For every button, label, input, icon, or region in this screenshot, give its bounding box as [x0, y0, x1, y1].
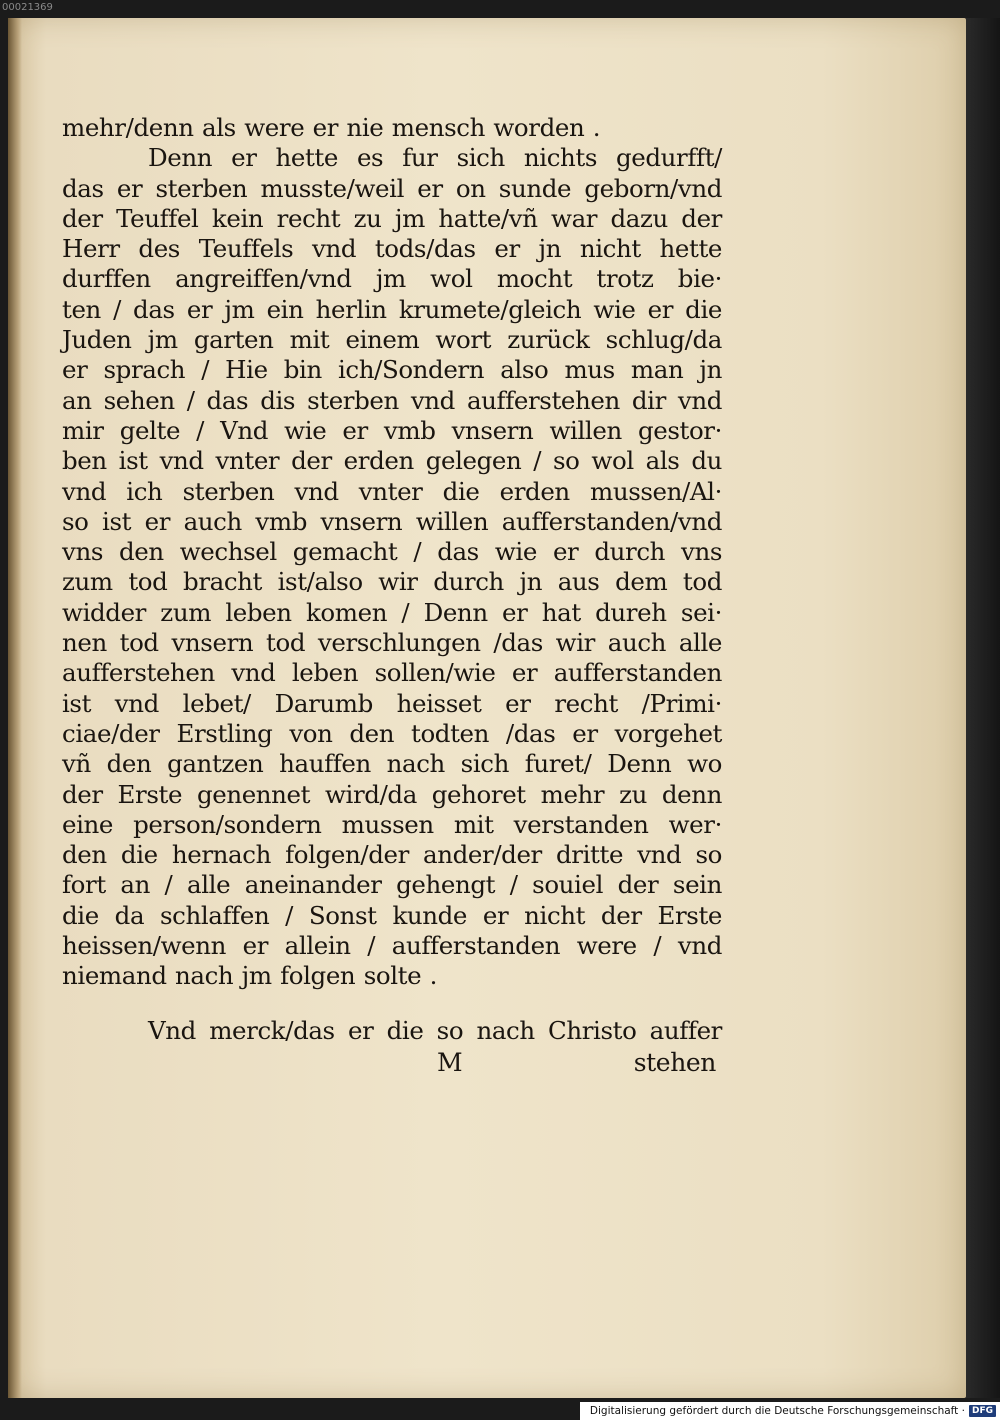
text-line: die da schlaffen / Sonst kunde er nicht der Erste — [62, 900, 722, 930]
new-paragraph-line: Vnd merck/das er die so nach Christo auffer — [148, 1015, 722, 1045]
text-line: vns den wechsel gemacht / das wie er durch vns — [62, 537, 722, 567]
page-gutter — [8, 18, 22, 1398]
text-line: eine person/sondern mussen mit verstanden wer· — [62, 809, 722, 839]
text-line: so ist er auch vmb vnsern willen aufferstanden/vnd — [62, 506, 722, 536]
text-line: durffen angreiffen/vnd jm wol mocht trotz bie· — [62, 264, 722, 294]
page-foot-row — [62, 1046, 722, 1080]
text-line: der Teuffel kein recht zu jm hatte/vñ war dazu der — [62, 203, 722, 233]
text-line: das er sterben musste/weil er on sunde geborn/vnd — [62, 173, 722, 203]
body-text — [62, 113, 722, 1080]
catchword: stehen — [633, 1047, 716, 1077]
text-line: ciae/der Erstling von den todten /das er vorgehet — [62, 718, 722, 748]
text-line: heissen/wenn er allein / aufferstanden were / vnd — [62, 931, 722, 961]
text-line: an sehen / das dis sterben vnd aufferstehen dir vnd — [62, 385, 722, 415]
text-line: niemand nach jm folgen solte . — [62, 961, 437, 991]
text-line: vñ den gantzen hauffen nach sich furet/ Denn wo — [62, 749, 722, 779]
text-line: ten / das er jm ein herlin krumete/gleich wie er die — [62, 294, 722, 324]
scan-background-edge — [966, 18, 1000, 1398]
dfg-logo: DFG — [969, 1405, 996, 1417]
text-line: zum tod bracht ist/also wir durch jn aus dem tod — [62, 567, 722, 597]
text-line: Herr des Teuffels vnd tods/das er jn nicht hette — [62, 234, 722, 264]
text-line: mir gelte / Vnd wie er vmb vnsern willen gestor· — [62, 415, 722, 445]
text-line: nen tod vnsern tod verschlungen /das wir auch alle — [62, 628, 722, 658]
signature-mark: M — [437, 1047, 463, 1077]
text-line: aufferstehen vnd leben sollen/wie er aufferstanden — [62, 658, 722, 688]
text-line: ist vnd lebet/ Darumb heisset er recht /Primi· — [62, 688, 722, 718]
text-line: ben ist vnd vnter der erden gelegen / so wol als du — [62, 446, 722, 476]
paragraph-gap — [62, 992, 722, 1016]
footer-text: Digitalisierung gefördert durch die Deutsche Forschungsgemeinschaft · — [589, 1405, 965, 1417]
text-line: Juden jm garten mit einem wort zurück schlug/da — [62, 325, 722, 355]
text-line: er sprach / Hie bin ich/Sondern also mus man jn — [62, 355, 722, 385]
text-line: vnd ich sterben vnd vnter die erden mussen/Al· — [62, 476, 722, 506]
text-line: mehr/denn als were er nie mensch worden . — [62, 113, 601, 142]
text-line: fort an / alle aneinander gehengt / souiel der sein — [62, 870, 722, 900]
scan-id-label: 00021369 — [2, 2, 53, 13]
text-line: widder zum leben komen / Denn er hat dureh sei· — [62, 597, 722, 627]
text-line: den die hernach folgen/der ander/der dritte vnd so — [62, 840, 722, 870]
digitization-footer — [580, 1402, 1000, 1420]
text-line: Denn er hette es fur sich nichts gedurfft/ — [148, 143, 722, 173]
text-line: der Erste genennet wird/da gehoret mehr zu denn — [62, 779, 722, 809]
